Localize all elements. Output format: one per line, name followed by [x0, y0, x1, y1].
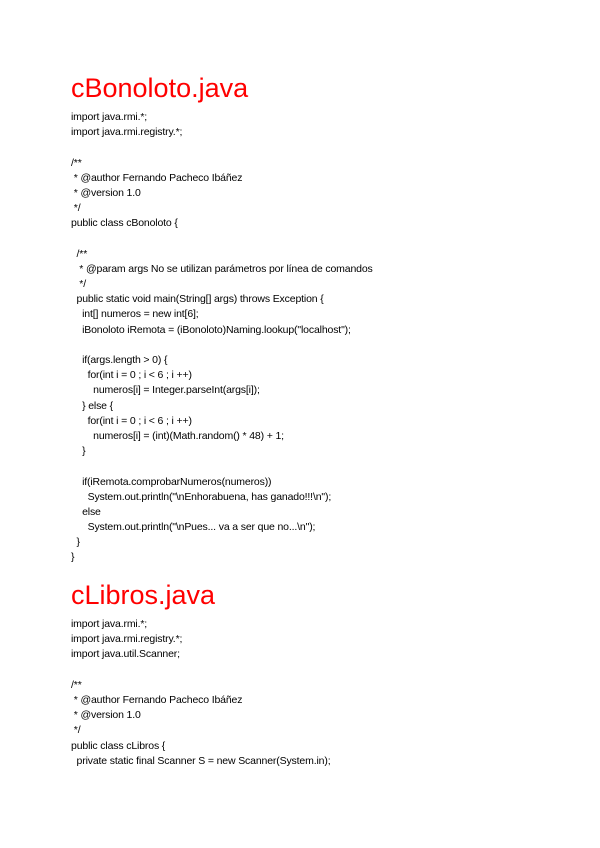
blank-line	[71, 232, 373, 247]
code-line: * @version 1.0	[71, 186, 141, 199]
code-line: */	[71, 278, 87, 291]
code-block-cbonoloto	[71, 110, 373, 566]
code-line: if(iRemota.comprobarNumeros(numeros))	[71, 475, 272, 488]
code-line: import java.rmi.registry.*;	[71, 633, 183, 646]
code-line: * @author Fernando Pacheco Ibáñez	[71, 171, 243, 184]
code-line: import java.rmi.*;	[71, 618, 148, 630]
code-line: }	[71, 445, 86, 458]
code-line: /**	[71, 678, 82, 691]
code-line: * @param args No se utilizan parámetros por línea de comandos	[71, 262, 373, 275]
code-line: */	[71, 724, 81, 737]
code-block-clibros	[71, 617, 330, 769]
code-line: for(int i = 0 ; i < 6 ; i ++)	[71, 414, 192, 427]
blank-line	[71, 459, 373, 474]
code-line: }	[71, 536, 80, 549]
code-line: }	[71, 551, 75, 564]
code-line: numeros[i] = (int)(Math.random() * 48) + 1;	[71, 429, 284, 442]
code-line: public class cLibros {	[71, 739, 166, 752]
code-line: int[] numeros = new int[6];	[71, 308, 199, 321]
code-line: for(int i = 0 ; i < 6 ; i ++)	[71, 369, 192, 382]
blank-line	[71, 140, 373, 155]
blank-line	[71, 338, 373, 353]
code-line: iBonoloto iRemota = (iBonoloto)Naming.lookup("localhost");	[71, 323, 351, 336]
code-line: else	[71, 505, 101, 518]
code-line: if(args.length > 0) {	[71, 354, 168, 366]
code-line: import java.rmi.*;	[71, 111, 148, 123]
code-line: public class cBonoloto {	[71, 217, 178, 230]
code-line: private static final Scanner S = new Scanner(System.in);	[71, 754, 331, 767]
code-line: System.out.println("\nPues... va a ser que no...\n");	[71, 521, 316, 534]
code-line: numeros[i] = Integer.parseInt(args[i]);	[71, 384, 260, 397]
section-title-clibros: cLibros.java	[71, 580, 216, 610]
code-line: import java.util.Scanner;	[71, 648, 180, 661]
code-line: * @author Fernando Pacheco Ibáñez	[71, 693, 243, 706]
code-line: } else {	[71, 399, 113, 412]
code-line: * @version 1.0	[71, 709, 141, 722]
section-title-cbonoloto: cBonoloto.java	[71, 73, 249, 103]
code-line: System.out.println("\nEnhorabuena, has ganado!!!\n");	[71, 490, 332, 503]
code-line: /**	[71, 156, 82, 169]
blank-line	[71, 663, 330, 678]
code-line: */	[71, 202, 81, 215]
code-line: /**	[71, 247, 88, 260]
code-line: public static void main(String[] args) throws Exception {	[71, 293, 324, 306]
code-line: import java.rmi.registry.*;	[71, 126, 183, 139]
